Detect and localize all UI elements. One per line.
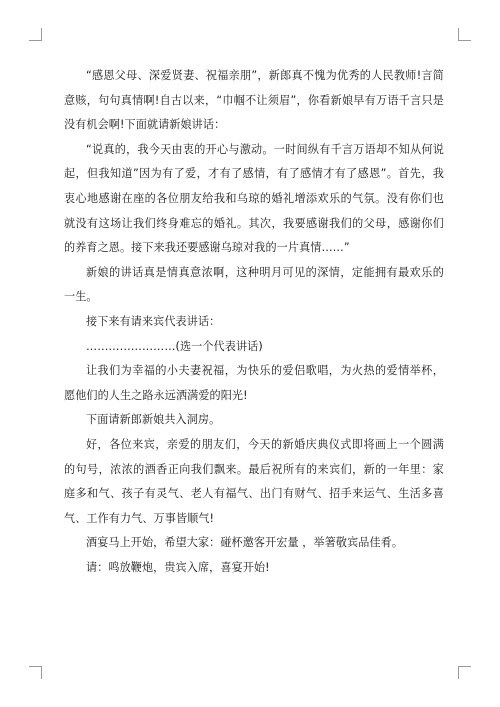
paragraph-guest-placeholder: ……………………(选一个代表讲话) — [86, 339, 263, 353]
paragraph-bridal-chamber: 下面请新郎新娘共入洞房。 — [86, 413, 221, 427]
crop-mark-bottom-right — [458, 666, 471, 679]
paragraph-bride-speech: “说真的，我今天由衷的开心与激动。一时间纵有千言万语却不知从何说起，但我知道”因为有了爱，才有了感情，有了感情才有了感恩”。首先，我衷心地感谢在座的各位朋友给我和乌琼的婚礼增添欢乐的气氛。没有你们也就没有这场让我们终身难忘的婚礼。其次，我要感谢我们的父母，感谢你们的养育之恩。接下来我还要感谢乌琼对我的一片真情……” — [64, 142, 444, 255]
paragraph-closing-wishes: 好，各位来宾，亲爱的朋友们，今天的新婚庆典仪式即将画上一个圆满的句号，浓浓的酒香正向我们飘来。最后祝所有的来宾们，新的一年里：家庭多和气、孩子有灵气、老人有福气、出门有财气、招手来运气、生活多喜气、工作有力气、万事皆顺气! — [64, 437, 444, 525]
paragraph-guest-invite: 接下来有请来宾代表讲话： — [86, 314, 221, 328]
paragraph-bride-intro: “感恩父母、深爱贤妻、祝福亲朋”，新郎真不愧为优秀的人民教师!言简意赅，句句真情啊!自古以来，“巾帼不让须眉”，你看新娘早有万语千言只是没有机会啊!下面就请新娘讲话： — [64, 69, 444, 132]
paragraph-blessing: 让我们为幸福的小夫妻祝福，为快乐的爱侣歌唱，为火热的爱情举杯，愿他们的人生之路永远洒满爱的阳光! — [64, 364, 444, 402]
crop-mark-bottom-left — [29, 666, 42, 679]
paragraph-firecrackers: 请：鸣放鞭炮，贵宾入席，喜宴开始! — [86, 560, 270, 574]
crop-mark-top-right — [458, 28, 471, 41]
document-body — [64, 64, 444, 580]
crop-mark-top-left — [29, 28, 42, 41]
paragraph-bride-praise: 新娘的讲话真是情真意浓啊，这种明月可见的深情，定能拥有最欢乐的一生。 — [64, 265, 444, 304]
paragraph-banquet-start: 酒宴马上开始，希望大家：碰杯邀客开宏量 ，举箸敬宾品佳肴。 — [86, 536, 404, 550]
